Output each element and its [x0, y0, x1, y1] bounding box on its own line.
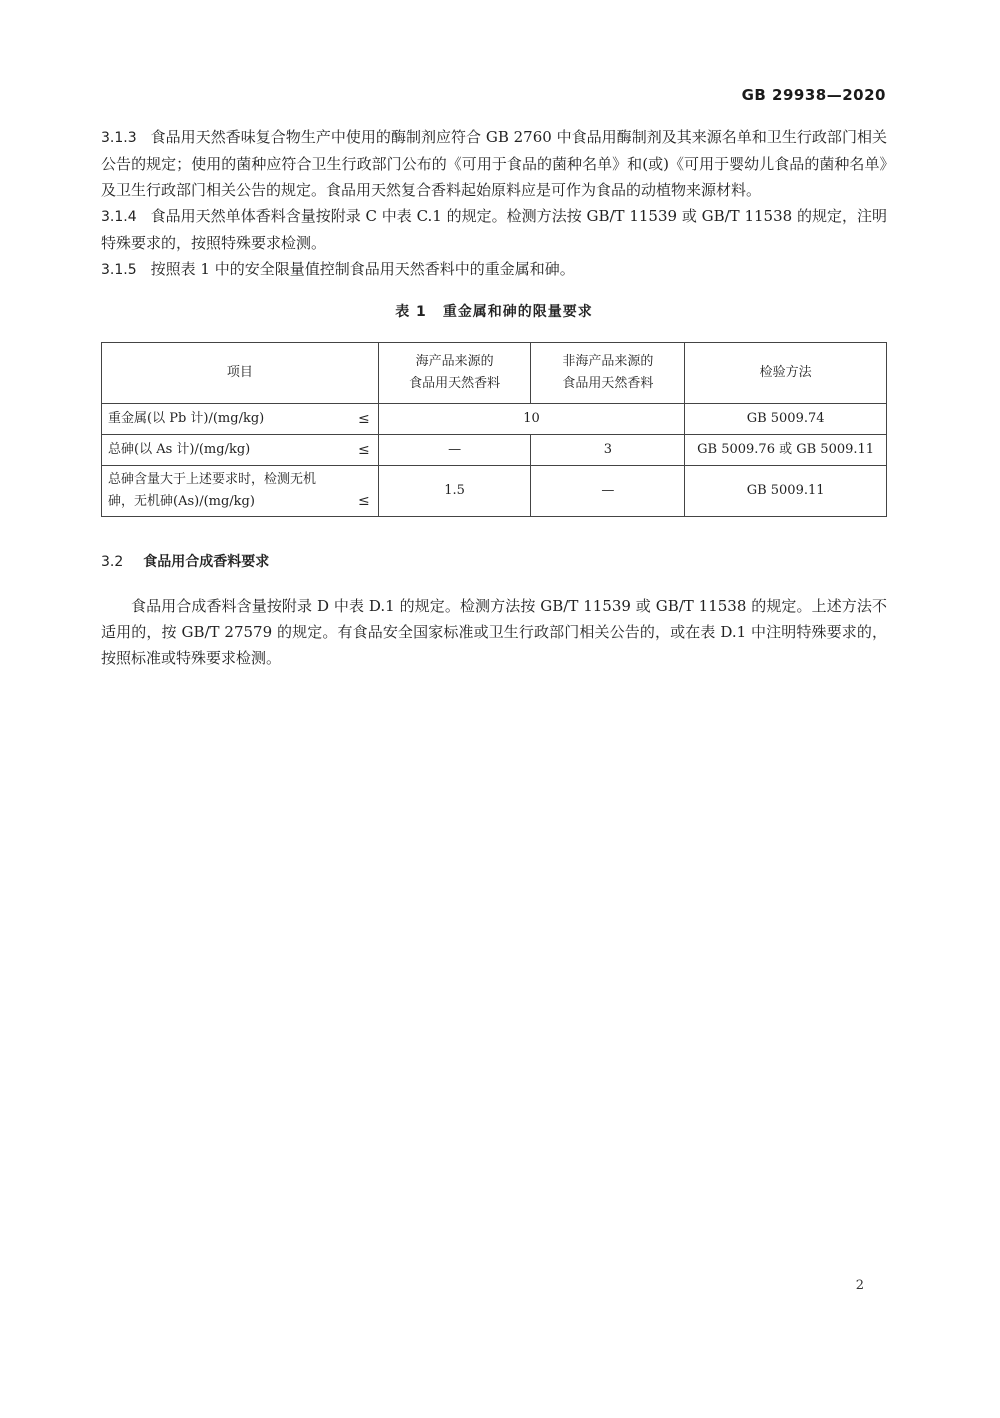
row-nonmarine-value: —	[531, 466, 685, 517]
row-item: 总砷(以 As 计)/(mg/kg) ≤	[102, 435, 379, 466]
header-nonmarine-source: 非海产品来源的 食品用天然香料	[531, 343, 685, 404]
standard-number: GB 29938—2020	[741, 86, 886, 104]
table-number: 表 1	[395, 304, 427, 320]
section-number: 3.2	[101, 554, 124, 570]
section-3-2-heading	[101, 549, 887, 575]
table-1-caption	[101, 299, 887, 325]
table-header-row	[102, 343, 887, 404]
clause-number: 3.1.5	[101, 262, 137, 278]
row-item: 总砷含量大于上述要求时，检测无机 砷，无机砷(As)/(mg/kg) ≤	[102, 466, 379, 517]
row-marine-value: 1.5	[378, 466, 531, 517]
clause-3-1-4	[101, 203, 887, 256]
le-symbol: ≤	[357, 411, 370, 427]
clause-text: 按照表 1 中的安全限量值控制食品用天然香料中的重金属和砷。	[150, 260, 575, 278]
table-title: 重金属和砷的限量要求	[442, 304, 593, 320]
row-method: GB 5009.74	[685, 404, 887, 435]
table-row	[102, 435, 887, 466]
clause-number: 3.1.4	[101, 209, 137, 225]
row-method: GB 5009.76 或 GB 5009.11	[685, 435, 887, 466]
clause-text: 食品用天然香味复合物生产中使用的酶制剂应符合 GB 2760 中食品用酶制剂及其来源名单和卫生行政部门相关公告的规定；使用的菌种应符合卫生行政部门公布的《可用于食品的菌种名单》和(或)《可用于婴幼儿食品的菌种名单》及卫生行政部门相关公告的规定。食品用天然复合香料起始原料应是可作为食品的动植物来源材料。	[101, 128, 887, 199]
header-marine-source: 海产品来源的 食品用天然香料	[378, 343, 531, 404]
clause-text: 食品用天然单体香料含量按附录 C 中表 C.1 的规定。检测方法按 GB/T 11539 或 GB/T 11538 的规定，注明特殊要求的，按照特殊要求检测。	[101, 207, 887, 252]
clause-3-1-3	[101, 124, 887, 203]
le-symbol: ≤	[357, 442, 370, 458]
clause-3-1-5	[101, 256, 887, 283]
table-row	[102, 466, 887, 517]
le-symbol: ≤	[357, 493, 370, 509]
section-title: 食品用合成香料要求	[143, 554, 270, 570]
row-marine-value: —	[378, 435, 531, 466]
table-row	[102, 404, 887, 435]
row-nonmarine-value: 3	[531, 435, 685, 466]
page-content	[101, 124, 887, 671]
header-item: 项目	[102, 343, 379, 404]
page-number: 2	[855, 1278, 864, 1293]
section-3-2-body: 食品用合成香料含量按附录 D 中表 D.1 的规定。检测方法按 GB/T 11539 或 GB/T 11538 的规定。上述方法不适用的，按 GB/T 27579 的规定。有食品安全国家标准或卫生行政部门相关公告的，或在表 D.1 中注明特殊要求的，按照标准或特殊要求检测。	[101, 597, 887, 667]
header-test-method: 检验方法	[685, 343, 887, 404]
row-method: GB 5009.11	[685, 466, 887, 517]
row-merged-value: 10	[378, 404, 685, 435]
clause-number: 3.1.3	[101, 130, 137, 146]
row-item: 重金属(以 Pb 计)/(mg/kg) ≤	[102, 404, 379, 435]
heavy-metal-limits-table	[101, 342, 887, 517]
